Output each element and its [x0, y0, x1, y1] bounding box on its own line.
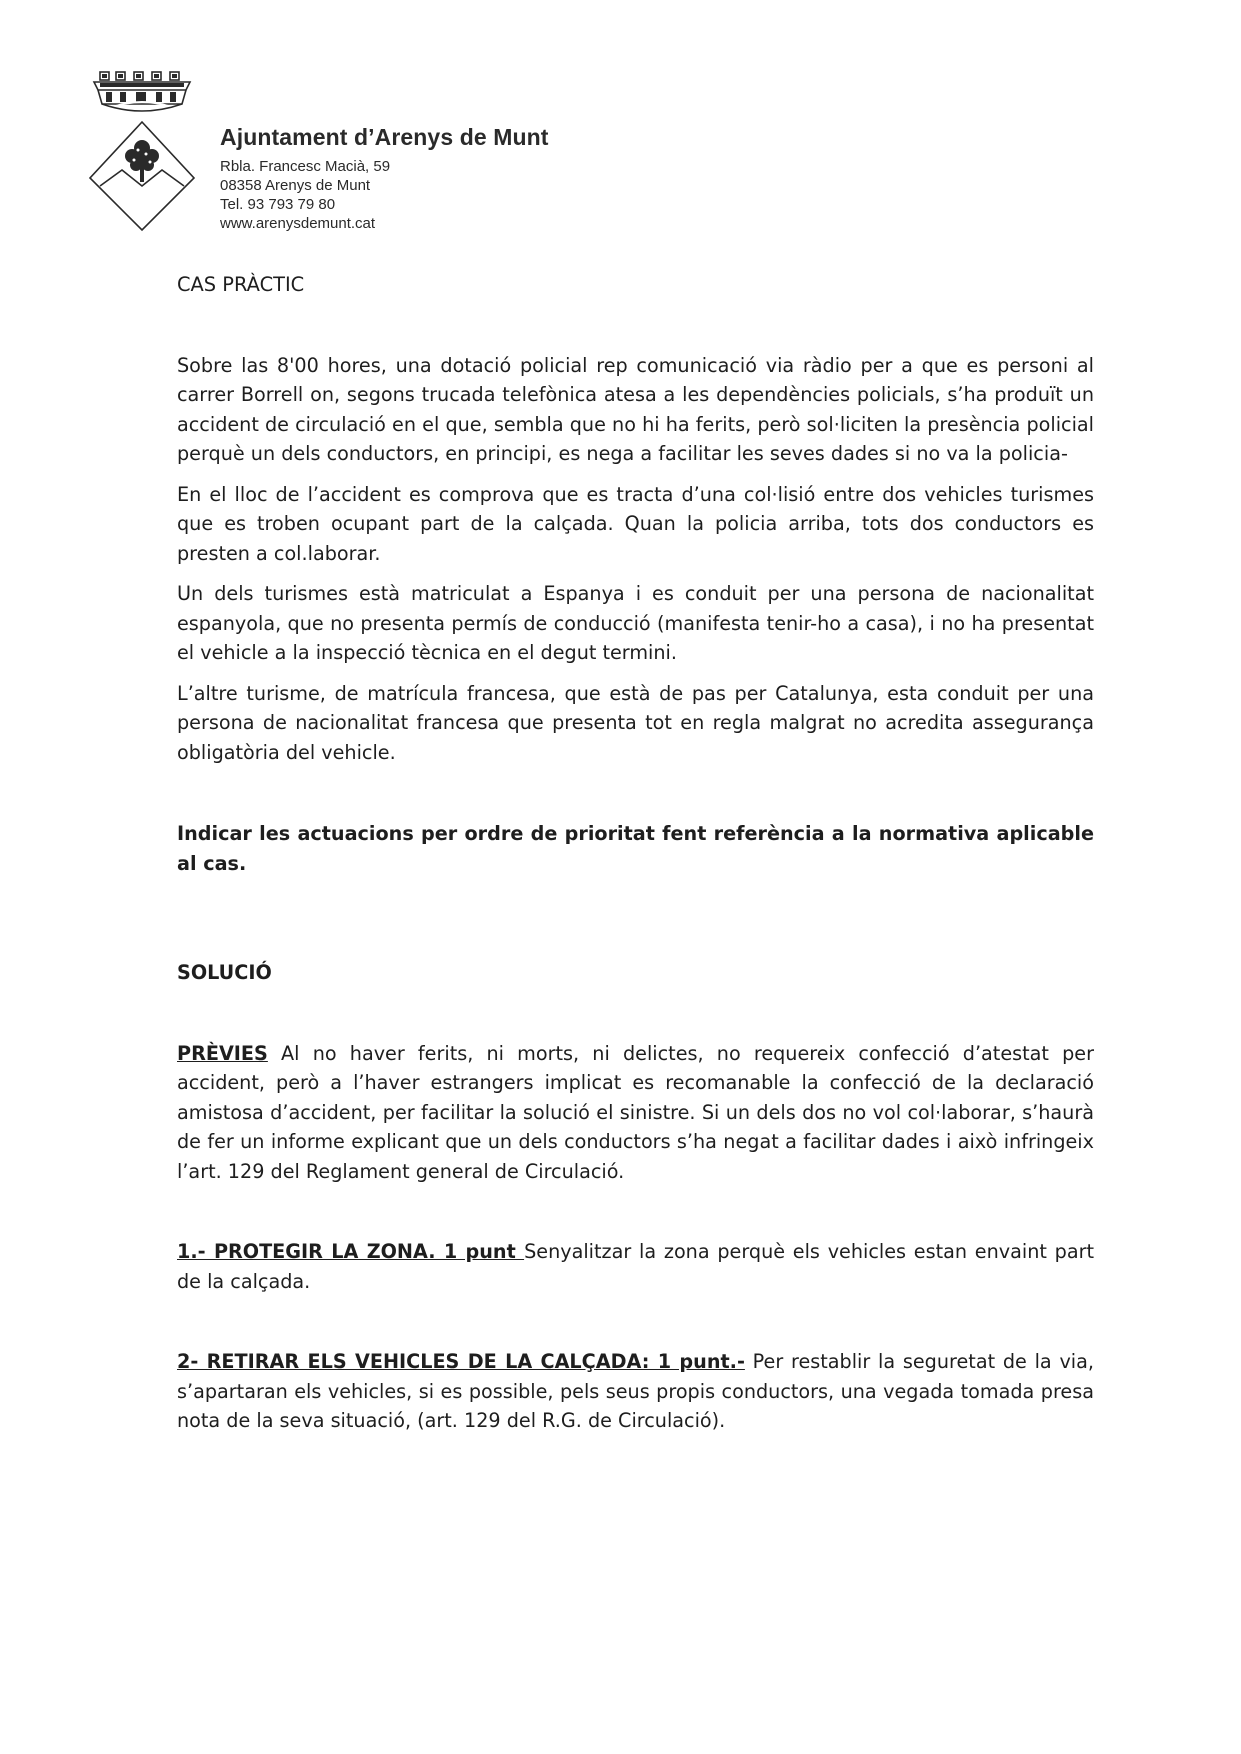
- organization-city: 08358 Arenys de Munt: [220, 177, 371, 194]
- step-2-paragraph: [177, 1347, 1094, 1436]
- paragraph-3: Un dels turismes està matriculat a Espanya i es conduit per una persona de nacionalitat espanyola, que no presenta permís de conducció (manifesta tenir-ho a casa), i no ha presentat el vehicle a la inspecció tècnica en el degut termini.: [177, 582, 1094, 664]
- step-1-paragraph: [177, 1237, 1094, 1296]
- question-statement: Indicar les actuacions per ordre de prioritat fent referència a la normativa aplicable al cas.: [177, 822, 1094, 875]
- paragraph-4: L’altre turisme, de matrícula francesa, que està de pas per Catalunya, esta conduit per una persona de nacionalitat francesa que presenta tot en regla malgrat no acredita assegurança obligatòria del vehicle.: [177, 681, 1094, 764]
- organization-name: Ajuntament d’Arenys de Munt: [220, 124, 549, 150]
- organization-website: www.arenysdemunt.cat: [220, 215, 376, 232]
- step-2-label: 2- RETIRAR ELS VEHICLES DE LA CALÇADA: 1 punt.-: [177, 1350, 745, 1373]
- paragraph-2: En el lloc de l’accident es comprova que es tracta d’una col·lisió entre dos vehicles turismes que es troben ocupant part de la calçada. Quan la policia arriba, tots dos conductors es presten a col.laborar.: [177, 482, 1094, 565]
- municipal-crest-logo: [86, 70, 198, 246]
- paragraph-1: Sobre las 8'00 hores, una dotació policial rep comunicació via ràdio per a que es personi al carrer Borrell on, segons trucada telefònica atesa a les dependències policials, s’ha produït un accident de circulació en el que, sembla que no hi ha ferits, però sol·liciten la presència policial perquè un dels conductors, en principi, es nega a facilitar les seves dades si no va la policia-: [177, 353, 1094, 465]
- previes-paragraph: [177, 1039, 1094, 1187]
- previes-label: PRÈVIES: [177, 1041, 268, 1065]
- previes-text: Al no haver ferits, ni morts, ni delictes, no requereix confecció d’atestat per accident, però a l’haver estrangers implicat es recomanable la confecció de la declaració amistosa d’accident, per facilitar la solució el sinistre. Si un dels dos no vol col·laborar, s’haurà de fer un informe explicant que un dels conductors s’ha negat a facilitar dades i això infringeix l’art. 129 del Reglament general de Circulació.: [177, 1041, 1094, 1183]
- solution-heading: SOLUCIÓ: [177, 961, 272, 984]
- step-1-label: 1.- PROTEGIR LA ZONA. 1 punt: [177, 1240, 525, 1263]
- doc-title: CAS PRÀCTIC: [177, 273, 305, 296]
- letterhead-text: [220, 124, 549, 233]
- step-1-text: Senyalitzar la zona perquè els vehicles estan envaint part de la calçada.: [177, 1240, 1094, 1293]
- organization-address: Rbla. Francesc Macià, 59: [220, 158, 391, 175]
- organization-phone: Tel. 93 793 79 80: [220, 196, 336, 213]
- step-2-text: Per restablir la seguretat de la via, s’apartaran els vehicles, si es possible, pels seus propis conductors, una vegada tomada presa nota de la seva situació, (art. 129 del R.G. de Circulació).: [177, 1350, 1094, 1432]
- letterhead: [86, 70, 646, 250]
- document-body: [177, 270, 1094, 1436]
